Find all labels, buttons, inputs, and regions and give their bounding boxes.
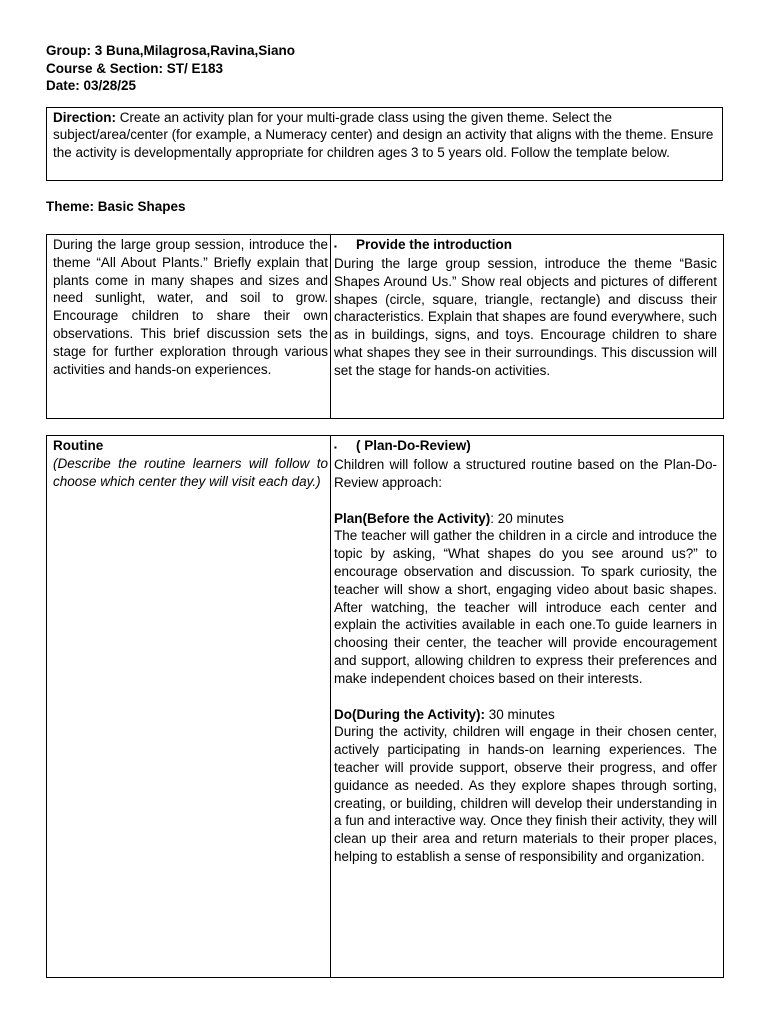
routine-left-cell <box>47 436 331 978</box>
routine-title: Routine <box>53 438 104 453</box>
routine-description: (Describe the routine learners will follow to choose which center they will visit each day.) <box>53 455 328 489</box>
intro-right-text: During the large group session, introduce the theme “Basic Shapes Around Us.” Show real objects and pictures of different shapes (circle, square, triangle, rectangle) and discuss their characteristics. Explain that shapes are found everywhere, such as in buildings, signs, and toys. Encourage children to share what shapes they see in their surroundings. This discussion will set the stage for hands-on activities. <box>334 256 717 378</box>
do-text: During the activity, children will engage in their chosen center, actively participating in hands-on learning experiences. The teacher will provide support, observe their progress, and offer guidance as needed. As they explore shapes through sorting, creating, or building, children will develop their understanding in a fun and interactive way. Once they finish their activity, they will clean up their area and return materials to their proper places, helping to establish a sense of responsibility and organization. <box>334 724 717 864</box>
intro-left-text: During the large group session, introduce the theme “All About Plants.” Briefly explain that plants come in many shapes and sizes and need sunlight, water, and soil to grow. Encourage children to share their own observations. This brief discussion sets the stage for further exploration through various activities and hands-on experiences. <box>53 237 328 377</box>
routine-heading: ( Plan-Do-Review) <box>356 438 471 453</box>
plan-text: The teacher will gather the children in a circle and introduce the topic by asking, “What shapes do you see around us?” to encourage observation and discussion. To spark curiosity, the teacher will show a short, engaging video about basic shapes. After watching, the teacher will introduce each center and explain the activities available in each one.To guide learners in choosing their center, the teacher will provide encouragement and support, allowing children to express their preferences and make independent choices based on their interests. <box>334 528 717 686</box>
intro-left-cell <box>47 235 331 419</box>
theme-title: Theme: Basic Shapes <box>46 199 186 214</box>
routine-heading-row <box>334 437 717 456</box>
intro-table <box>46 234 724 419</box>
intro-heading: Provide the introduction <box>356 237 513 252</box>
plan-heading <box>334 510 717 528</box>
direction-box <box>46 107 723 181</box>
date-line: Date: 03/28/25 <box>46 78 137 93</box>
group-line: Group: 3 Buna,Milagrosa,Ravina,Siano <box>46 43 296 58</box>
header-block <box>46 42 295 95</box>
do-label: Do(During the Activity): <box>334 706 485 722</box>
bullet-icon: ▪ <box>334 443 337 452</box>
routine-intro: Children will follow a structured routine based on the Plan-Do-Review approach: <box>334 457 717 490</box>
intro-heading-row <box>334 236 717 255</box>
bullet-icon: ▪ <box>334 242 337 251</box>
do-heading <box>334 706 717 724</box>
routine-table <box>46 435 724 978</box>
intro-right-cell <box>331 235 724 419</box>
plan-label: Plan(Before the Activity) <box>334 510 491 526</box>
direction-label: Direction: <box>53 110 117 125</box>
course-line: Course & Section: ST/ E183 <box>46 60 224 76</box>
do-time: 30 minutes <box>485 706 555 722</box>
direction-text: Create an activity plan for your multi-grade class using the given theme. Select the subject/area/center (for example, a Numeracy center) and design an activity that aligns with the theme. Ensure the activity is developmentally appropriate for children ages 3 to 5 years old. Follow the template below. <box>53 110 714 160</box>
routine-right-cell <box>331 436 724 978</box>
plan-time: : 20 minutes <box>490 510 564 526</box>
